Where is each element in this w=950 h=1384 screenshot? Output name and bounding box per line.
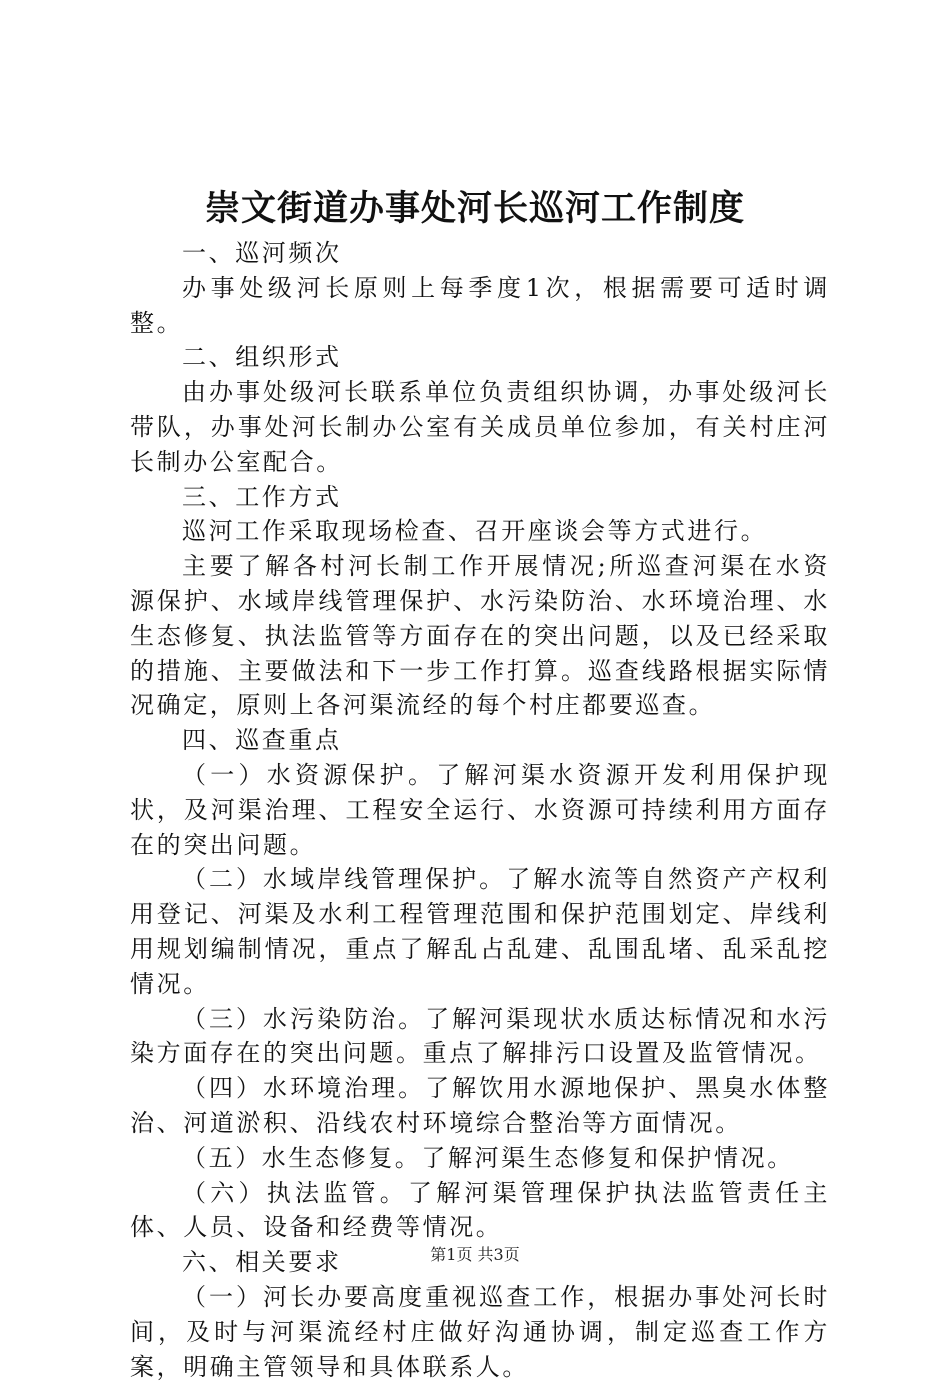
paragraph: 巡河工作采取现场检查、召开座谈会等方式进行。 bbox=[182, 517, 768, 546]
paragraph: 办事处级河长原则上每季度1次，根据需要可适时调整。 bbox=[130, 273, 830, 337]
section-heading: 六、相关要求 bbox=[182, 1248, 342, 1277]
document-title: 崇文街道办事处河长巡河工作制度 bbox=[204, 188, 745, 229]
paragraph: （一）河长办要高度重视巡查工作，根据办事处河长时间，及时与河渠流经村庄做好沟通协调，制定巡查工作方案，明确主管领导和具体联系人。 bbox=[130, 1282, 830, 1381]
section-heading: 三、工作方式 bbox=[182, 482, 342, 511]
paragraph: 主要了解各村河长制工作开展情况;所巡查河渠在水资源保护、水域岸线管理保护、水污染防治、水环境治理、水生态修复、执法监管等方面存在的突出问题，以及已经采取的措施、主要做法和下一步工作打算。巡查线路根据实际情况确定，原则上各河渠流经的每个村庄都要巡查。 bbox=[130, 552, 830, 720]
page-footer: 第1页 共3页 bbox=[430, 1245, 520, 1264]
section-heading: 一、巡河频次 bbox=[182, 239, 342, 267]
document-body bbox=[130, 236, 830, 1384]
paragraph: （三）水污染防治。了解河渠现状水质达标情况和水污染方面存在的突出问题。重点了解排污口设置及监管情况。 bbox=[130, 1004, 830, 1068]
paragraph: （五）水生态修复。了解河渠生态修复和保护情况。 bbox=[182, 1143, 794, 1172]
paragraph: （四）水环境治理。了解饮用水源地保护、黑臭水体整治、河道淤积、沿线农村环境综合整治等方面情况。 bbox=[130, 1074, 830, 1137]
paragraph: （六）执法监管。了解河渠管理保护执法监管责任主体、人员、设备和经费等情况。 bbox=[130, 1178, 830, 1242]
paragraph: （二）水域岸线管理保护。了解水流等自然资产产权利用登记、河渠及水利工程管理范围和保护范围划定、岸线利用规划编制情况，重点了解乱占乱建、乱围乱堵、乱采乱挖情况。 bbox=[130, 865, 830, 998]
paragraph: （一）水资源保护。了解河渠水资源开发利用保护现状，及河渠治理、工程安全运行、水资源可持续利用方面存在的突出问题。 bbox=[130, 760, 830, 859]
paragraph: 由办事处级河长联系单位负责组织协调，办事处级河长带队，办事处河长制办公室有关成员单位参加，有关村庄河长制办公室配合。 bbox=[130, 378, 830, 476]
section-heading: 四、巡查重点 bbox=[182, 726, 342, 755]
section-heading: 二、组织形式 bbox=[182, 343, 342, 372]
